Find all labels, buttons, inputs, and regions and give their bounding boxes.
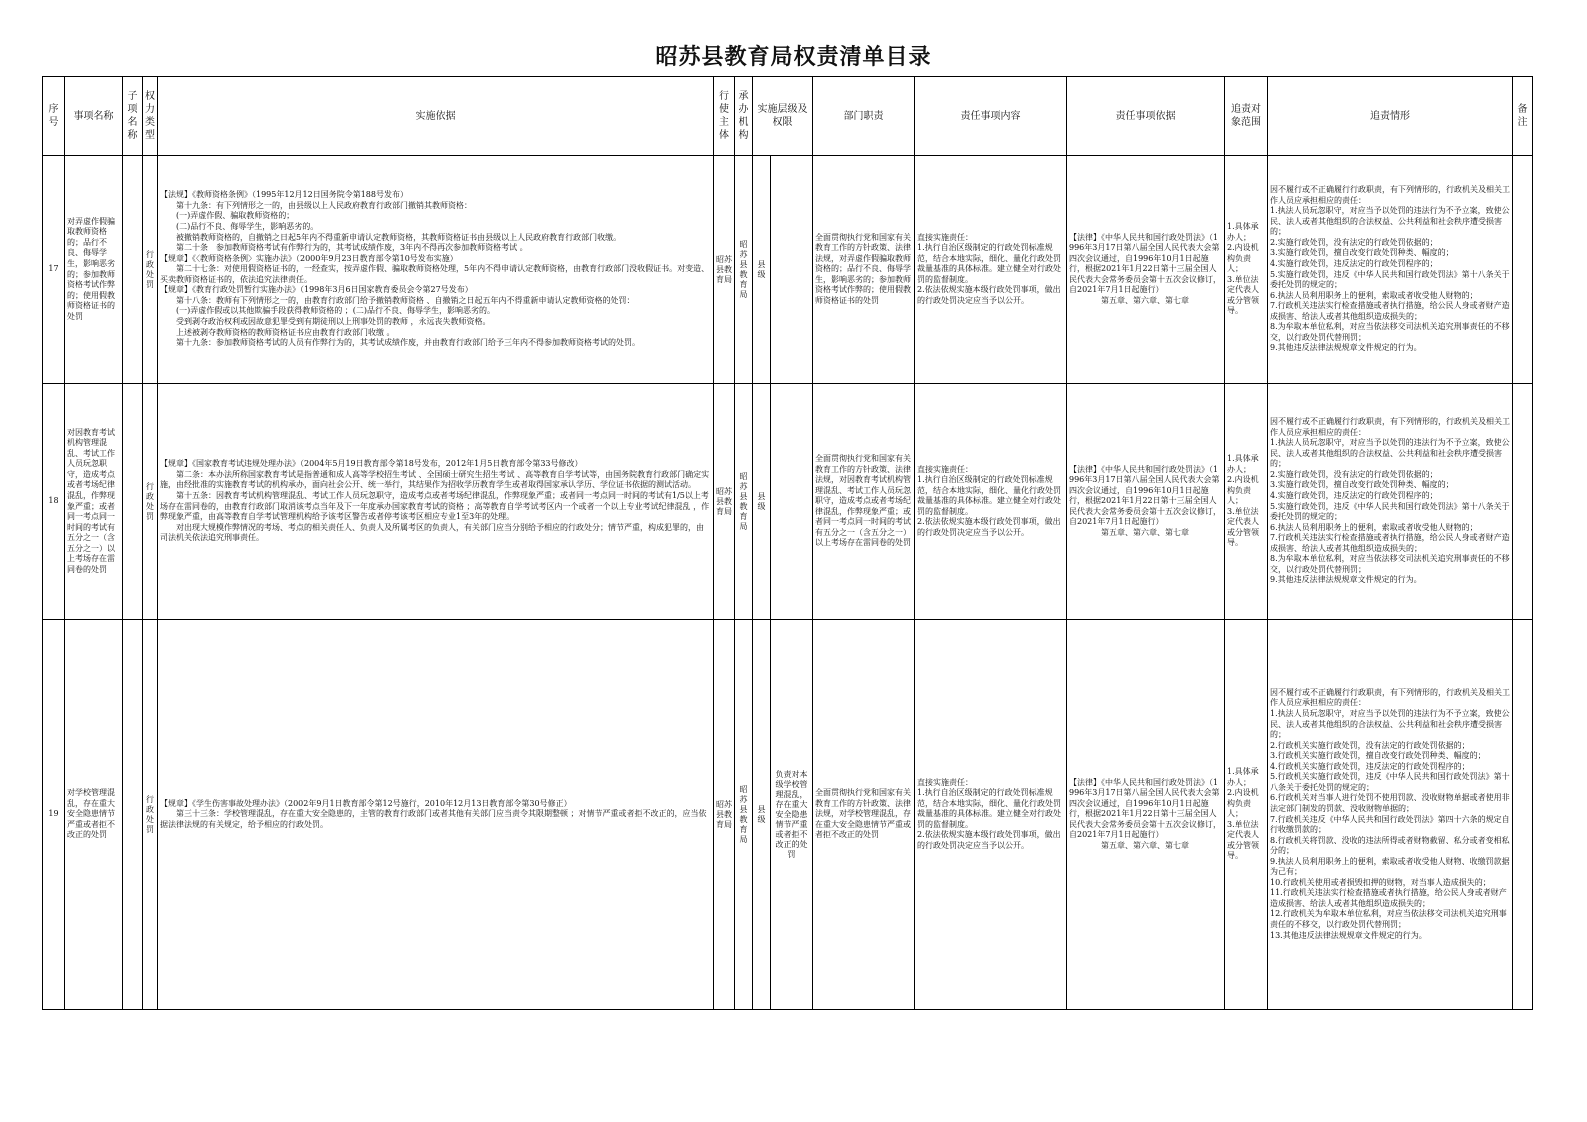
cell-seq: 19 bbox=[43, 620, 65, 1010]
cell-level: 县级 bbox=[753, 620, 771, 1010]
cell-name: 对弄虚作假骗取教师资格的；品行不良、侮辱学生，影响恶劣的；参加教师资格考试作弊的；使用假教师资格证书的处罚 bbox=[65, 156, 123, 384]
cell-scope: 1.具体承办人； 2.内设机构负责人； 3.单位法定代表人或分管领导。 bbox=[1225, 384, 1268, 620]
header-cases: 追责情形 bbox=[1268, 77, 1513, 156]
cell-subject: 昭苏县教育局 bbox=[714, 384, 735, 620]
cell-name: 对学校管理混乱，存在重大安全隐患情节严重或者拒不改正的处罚 bbox=[65, 620, 123, 1010]
cell-power-type: 行政处罚 bbox=[143, 156, 158, 384]
cell-basis: 【规章】《国家教育考试违规处理办法》（2004年5月19日教育部令第18号发布，2012年1月5日教育部令第33号修改） 第二条：本办法所称国家教育考试是指普通和成人高等学校招生考试 、全国硕士研究生招生考试 、高等教育自学考试等，由国务院教育行政部门确定实施，由经批准的实施教育考试的机构承办，面向社会公开、统一举行，其结果作为招收学历教育学生或者取得国家承认学历、学位证书依据的测试活动。 第十五条：因教育考试机构管理混乱、考试工作人员玩忽职守，造成考点或者考场纪律混乱，作弊现象严重；或者同一考点同一时间的考试有1/5以上考场存在雷同卷的，由教育行政部门取消该考点当年及下一年度承办国家教育考试的资格 ；高等教育自学考试考区内一个或者一个以上专业考试纪律混乱 ，作弊现象严重，由高等教育自学考试管理机构给予该考区警告或者停考该考区相应专业1至3年的处理。 对出现大规模作弊情况的考场、考点的相关责任人、负责人及所属考区的负责人，有关部门应当分别给予相应的行政处分；情节严重，构成犯罪的，由司法机关依法追究刑事责任。 bbox=[158, 384, 714, 620]
header-power-type: 权力类型 bbox=[143, 77, 158, 156]
cell-seq: 17 bbox=[43, 156, 65, 384]
header-seq: 序号 bbox=[43, 77, 65, 156]
cell-resp-content: 直接实施责任： 1.执行自治区级制定的行政处罚标准规范，结合本地实际，细化、量化行政处罚裁量基准的具体标准。建立健全对行政处罚的监督制度。 2.依法依规实施本级行政处罚事项，做出的行政处罚决定应当予以公开。 bbox=[915, 156, 1067, 384]
cell-note bbox=[1513, 156, 1533, 384]
cell-org: 昭苏县教育局 bbox=[735, 156, 753, 384]
cell-duty: 全面贯彻执行党和国家有关教育工作的方针政策、法律法规，对弄虚作假骗取教师资格的；品行不良、侮辱学生，影响恶劣的；参加教师资格考试作弊的；使用假教师资格证书的处罚 bbox=[813, 156, 915, 384]
cell-org: 昭苏县教育局 bbox=[735, 620, 753, 1010]
header-row bbox=[43, 77, 1533, 156]
cell-basis: 【规章】《学生伤害事故处理办法》（2002年9月1日教育部令第12号施行，2010年12月13日教育部令第30号修正） 第三十三条：学校管理混乱，存在重大安全隐患的，主管的教育行政部门或者其他有关部门应当责令其限期整顿 ；对情节严重或者拒不改正的，应当依据法律法规的有关规定，给予相应的行政处罚。 bbox=[158, 620, 714, 1010]
cell-sub bbox=[123, 620, 143, 1010]
cell-duty: 全面贯彻执行党和国家有关教育工作的方针政策、法律法规，对因教育考试机构管理混乱、考试工作人员玩忽职守，造成考点或者考场纪律混乱，作弊现象严重；或者同一考点同一时间的考试有五分之一（含五分之一）以上考场存在雷同卷的处罚 bbox=[813, 384, 915, 620]
cell-basis: 【法规】《教师资格条例》（1995年12月12日国务院令第188号发布） 第十九条：有下列情形之一的，由县级以上人民政府教育行政部门撤销其教师资格： (一)弄虚作假、骗取教师资格的； (二)品行不良、侮辱学生，影响恶劣的。 被撤销教师资格的，自撤销之日起5年内不得重新申请认定教师资格，其教师资格证书由县级以上人民政府教育行政部门收缴。 第二十条 参加教师资格考试有作弊行为的，其考试成绩作废，3年内不得再次参加教师资格考试 。 【规章】《〈教师资格条例〉实施办法》（2000年9月23日教育部令第10号发布实施） 第二十七条：对使用假资格证书的，一经查实，按弄虚作假、骗取教师资格处理，5年内不得申请认定教师资格，由教育行政部门没收假证书。对变造、买卖教师资格证书的，依法追究法律责任。 【规章】《教育行政处罚暂行实施办法》（1998年3月6日国家教育委员会令第27号发布） 第十八条：教师有下列情形之一的，由教育行政部门给予撤销教师资格 、自撤销之日起五年内不得重新申请认定教师资格的处罚： (一)弄虚作假或以其他欺骗手段获得教师资格的 ；(二)品行不良、侮辱学生，影响恶劣的。 受到剥夺政治权利或因故意犯罪受到有期徒刑以上刑事处罚的教师 ，永远丧失教师资格。 上述被剥夺教师资格的教师资格证书应由教育行政部门收缴 。 第十九条：参加教师资格考试的人员有作弊行为的，其考试成绩作废，并由教育行政部门给予三年内不得参加教师资格考试的处罚。 bbox=[158, 156, 714, 384]
table-row bbox=[43, 620, 1533, 1010]
cell-scope: 1.具体承办人； 2.内设机构负责人； 3.单位法定代表人或分管领导。 bbox=[1225, 156, 1268, 384]
cell-cases: 因不履行或不正确履行行政职责，有下列情形的，行政机关及相关工作人员应承担相应的责任： 1.执法人员玩忽职守，对应当予以处罚的违法行为不予立案，致使公民、法人或者其他组织的合法权益、公共利益和社会秩序遭受损害的； 2.实施行政处罚，没有法定的行政处罚依据的； 3.实施行政处罚，擅自改变行政处罚种类、幅度的； 4.实施行政处罚，违反法定的行政处罚程序的； 5.实施行政处罚，违反《中华人民共和国行政处罚法》第十八条关于委托处罚的规定的； 6.执法人员利用职务上的便利，索取或者收受他人财物的； 7.行政机关违法实行检查措施或者执行措施，给公民人身或者财产造成损害、给法人或者其他组织造成损失的； 8.为牟取本单位私利，对应当依法移交司法机关追究刑事责任的不移交，以行政处罚代替刑罚； 9.其他违反法律法规规章文件规定的行为。 bbox=[1268, 156, 1513, 384]
cell-resp-basis: 【法律】《中华人民共和国行政处罚法》（1996年3月17日第八届全国人民代表大会第四次会议通过，自1996年10月1日起施行，根据2021年1月22日第十三届全国人民代表大会常务委员会第十五次会议修订，自2021年7月1日起施行） 第五章、第六章、第七章 bbox=[1067, 384, 1225, 620]
cell-org: 昭苏县教育局 bbox=[735, 384, 753, 620]
cell-resp-content: 直接实施责任： 1.执行自治区级制定的行政处罚标准规范，结合本地实际，细化、量化行政处罚裁量基准的具体标准。建立健全对行政处罚的监督制度。 2.依法依规实施本级行政处罚事项，做出的行政处罚决定应当予以公开。 bbox=[915, 620, 1067, 1010]
cell-duty: 全面贯彻执行党和国家有关教育工作的方针政策、法律法规，对学校管理混乱，存在重大安全隐患情节严重或者拒不改正的处罚 bbox=[813, 620, 915, 1010]
header-scope: 追责对象范围 bbox=[1225, 77, 1268, 156]
header-resp-content: 责任事项内容 bbox=[915, 77, 1067, 156]
cell-level: 县级 bbox=[753, 156, 771, 384]
cell-note bbox=[1513, 620, 1533, 1010]
cell-resp-content: 直接实施责任： 1.执行自治区级制定的行政处罚标准规范，结合本地实际，细化、量化行政处罚裁量基准的具体标准。建立健全对行政处罚的监督制度。 2.依法依规实施本级行政处罚事项，做出的行政处罚决定应当予以公开。 bbox=[915, 384, 1067, 620]
cell-level-desc: 负责对本级学校管理混乱，存在重大安全隐患情节严重或者拒不改正的处罚 bbox=[771, 620, 813, 1010]
cell-power-type: 行政处罚 bbox=[143, 620, 158, 1010]
cell-power-type: 行政处罚 bbox=[143, 384, 158, 620]
header-resp-basis: 责任事项依据 bbox=[1067, 77, 1225, 156]
cell-resp-basis: 【法律】《中华人民共和国行政处罚法》（1996年3月17日第八届全国人民代表大会第四次会议通过，自1996年10月1日起施行，根据2021年1月22日第十三届全国人民代表大会常务委员会第十五次会议修订，自2021年7月1日起施行） 第五章、第六章、第七章 bbox=[1067, 620, 1225, 1010]
cell-seq: 18 bbox=[43, 384, 65, 620]
cell-note bbox=[1513, 384, 1533, 620]
header-subject: 行使主体 bbox=[714, 77, 735, 156]
cell-scope: 1.具体承办人； 2.内设机构负责人； 3.单位法定代表人或分管领导。 bbox=[1225, 620, 1268, 1010]
header-basis: 实施依据 bbox=[158, 77, 714, 156]
cell-cases: 因不履行或不正确履行行政职责，有下列情形的，行政机关及相关工作人员应承担相应的责任： 1.执法人员玩忽职守，对应当予以处罚的违法行为不予立案，致使公民、法人或者其他组织的合法权益、公共利益和社会秩序遭受损害的； 2.行政机关实施行政处罚，没有法定的行政处罚依据的； 3.行政机关实施行政处罚，擅自改变行政处罚种类、幅度的； 4.行政机关实施行政处罚，违反法定的行政处罚程序的； 5.行政机关实施行政处罚，违反《中华人民共和国行政处罚法》第十八条关于委托处罚的规定的； 6.行政机关对当事人进行处罚不使用罚款、没收财物单据或者使用非法定部门制发的罚款、没收财物单据的； 7.行政机关违反《中华人民共和国行政处罚法》第四十六条的规定自行收缴罚款的； 8.行政机关将罚款、没收的违法所得或者财物截留、私分或者变相私分的； 9.执法人员利用职务上的便利，索取或者收受他人财物、收缴罚款据为己有； 10.行政机关使用或者损毁扣押的财物，对当事人造成损失的； 11.行政机关违法实行检查措施或者执行措施，给公民人身或者财产造成损害、给法人或者其他组织造成损失的； 12.行政机关为牟取本单位私利，对应当依法移交司法机关追究刑事责任的不移交，以行政处罚代替刑罚； 13.其他违反法律法规规章文件规定的行为。 bbox=[1268, 620, 1513, 1010]
cell-sub bbox=[123, 156, 143, 384]
cell-resp-basis: 【法律】《中华人民共和国行政处罚法》（1996年3月17日第八届全国人民代表大会第四次会议通过，自1996年10月1日起施行，根据2021年1月22日第十三届全国人民代表大会常务委员会第十五次会议修订，自2021年7月1日起施行） 第五章、第六章、第七章 bbox=[1067, 156, 1225, 384]
cell-level-desc bbox=[771, 156, 813, 384]
page-title: 昭苏县教育局权责清单目录 bbox=[655, 44, 932, 70]
table-row bbox=[43, 156, 1533, 384]
cell-level-desc bbox=[771, 384, 813, 620]
header-duty: 部门职责 bbox=[813, 77, 915, 156]
cell-subject: 昭苏县教育局 bbox=[714, 156, 735, 384]
cell-level: 县级 bbox=[753, 384, 771, 620]
responsibility-table bbox=[42, 76, 1533, 1010]
header-name: 事项名称 bbox=[65, 77, 123, 156]
cell-subject: 昭苏县教育局 bbox=[714, 620, 735, 1010]
cell-name: 对因教育考试机构管理混乱、考试工作人员玩忽职守，造成考点或者考场纪律混乱，作弊现象严重；或者同一考点同一时间的考试有五分之一（含五分之一）以上考场存在雷同卷的处罚 bbox=[65, 384, 123, 620]
cell-cases: 因不履行或不正确履行行政职责，有下列情形的，行政机关及相关工作人员应承担相应的责任： 1.执法人员玩忽职守，对应当予以处罚的违法行为不予立案，致使公民、法人或者其他组织的合法权益、公共利益和社会秩序遭受损害的； 2.实施行政处罚，没有法定的行政处罚依据的； 3.实施行政处罚，擅自改变行政处罚种类、幅度的； 4.实施行政处罚，违反法定的行政处罚程序的； 5.实施行政处罚，违反《中华人民共和国行政处罚法》第十八条关于委托处罚的规定的； 6.执法人员利用职务上的便利，索取或者收受他人财物的； 7.行政机关违法实行检查措施或者执行措施，给公民人身或者财产造成损害、给法人或者其他组织造成损失的； 8.为牟取本单位私利，对应当依法移交司法机关追究刑事责任的不移交，以行政处罚代替刑罚； 9.其他违反法律法规规章文件规定的行为。 bbox=[1268, 384, 1513, 620]
header-org: 承办机构 bbox=[735, 77, 753, 156]
header-sub: 子项名称 bbox=[123, 77, 143, 156]
header-note: 备注 bbox=[1513, 77, 1533, 156]
cell-sub bbox=[123, 384, 143, 620]
header-level: 实施层级及权限 bbox=[753, 77, 813, 156]
table-row bbox=[43, 384, 1533, 620]
